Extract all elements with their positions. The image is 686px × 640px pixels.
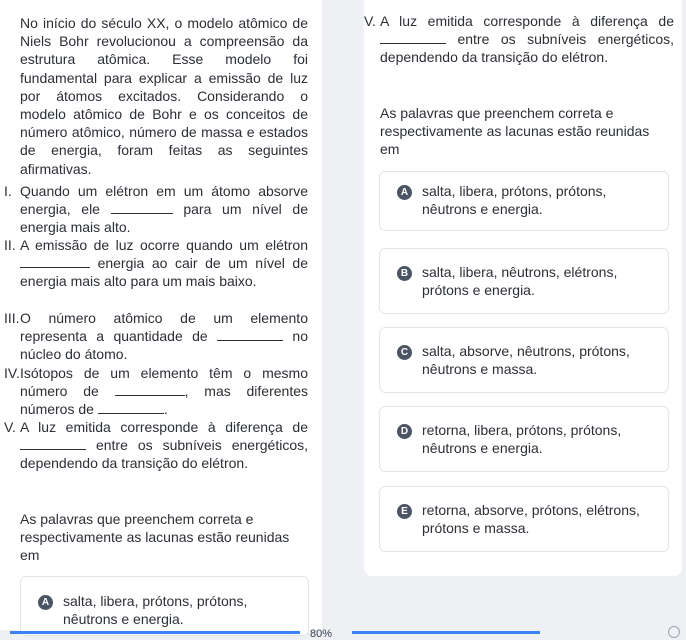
statement-1: I. Quando um elétron em um átomo absorve energia, ele para um nível de energia mais alto. — [4, 183, 309, 236]
option-c[interactable] — [379, 327, 669, 393]
option-a[interactable] — [379, 171, 669, 231]
statement-number: IV. — [4, 365, 20, 381]
statement-number: I. — [4, 183, 12, 199]
blank-field — [115, 383, 185, 396]
intro-text: No início do século XX, o modelo atômico de Niels Bohr revolucionou a compreensão da estrutura atômica. Esse modelo foi fundamental para explicar a emissão de luz por átomos excitados. Considerando o modelo atômico de Bohr e os conceitos de número atômico, número de massa e estados de energia, foram feitas as seguintes afirmativas. — [20, 15, 308, 177]
statement-number: III. — [4, 310, 20, 326]
blank-field — [111, 201, 173, 214]
option-letter-badge: E — [397, 504, 412, 519]
statement-5: V. A luz emitida corresponde à diferença de entre os subníveis energéticos, dependendo da transição do elétron. — [4, 419, 308, 472]
question-text: As palavras que preenchem correta e respectivamente as lacunas estão reunidas em — [380, 105, 650, 158]
blank-field — [20, 437, 86, 450]
option-a[interactable] — [20, 576, 309, 636]
option-d[interactable] — [379, 406, 669, 472]
blank-field — [98, 401, 164, 414]
option-letter-badge: A — [38, 595, 53, 610]
progress-label: 80% — [310, 628, 333, 640]
question-text: As palavras que preenchem correta e respectivamente as lacunas estão reunidas em — [20, 511, 290, 564]
statement-3: III. O número atômico de um elemento representa a quantidade de no núcleo do átomo. — [4, 310, 309, 363]
option-text: salta, libera, prótons, prótons, nêutrons e energia. — [63, 593, 248, 628]
progress-end-icon — [668, 626, 680, 638]
left-page — [0, 0, 322, 630]
statement-number: II. — [4, 237, 16, 253]
option-text: retorna, absorve, prótons, elétrons, prótons e massa. — [422, 502, 640, 537]
option-text: salta, libera, prótons, prótons, nêutrons e energia. — [422, 183, 607, 218]
blank-field — [20, 255, 90, 268]
statement-number: V. — [4, 419, 16, 435]
right-page — [364, 0, 682, 576]
statement-5-continued: V. A luz emitida corresponde à diferença de entre os subníveis energéticos, dependendo da transição do elétron. — [364, 13, 674, 66]
option-text: salta, absorve, nêutrons, prótons, nêutrons e massa. — [422, 343, 630, 378]
option-letter-badge: A — [397, 185, 412, 200]
blank-field — [380, 31, 446, 44]
statement-number: V. — [364, 13, 376, 29]
option-e[interactable] — [379, 486, 669, 552]
statement-4: IV. Isótopos de um elemento têm o mesmo número de , mas diferentes números de . — [4, 365, 308, 418]
option-b[interactable] — [379, 248, 669, 314]
option-letter-badge: C — [397, 345, 412, 360]
blank-field — [217, 328, 283, 341]
option-text: salta, libera, nêutrons, elétrons, prótons e energia. — [422, 264, 618, 299]
option-letter-badge: D — [397, 424, 412, 439]
statement-2: II. A emissão de luz ocorre quando um elétron energia ao cair de um nível de energia mais alto para um mais baixo. — [4, 237, 308, 290]
option-text: retorna, libera, prótons, prótons, nêutrons e energia. — [422, 422, 622, 457]
option-letter-badge: B — [397, 266, 412, 281]
